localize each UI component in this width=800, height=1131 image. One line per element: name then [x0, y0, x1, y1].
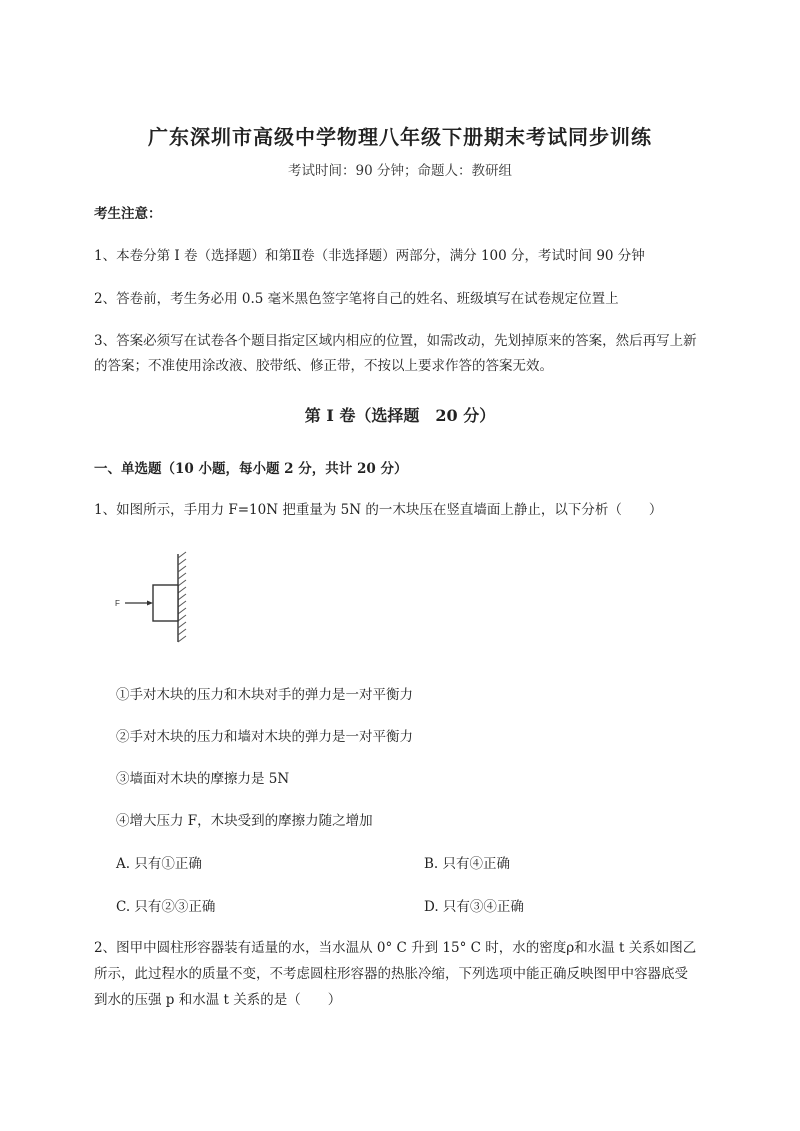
- q1-option-c[interactable]: C. 只有②③正确: [116, 899, 216, 915]
- notice-item-2: 2、答卷前，考生务必用 0.5 毫米黑色签字笔将自己的姓名、班级填写在试卷规定位置上: [94, 291, 619, 307]
- page-title: 广东深圳市高级中学物理八年级下册期末考试同步训练: [148, 125, 652, 149]
- q1-option-d[interactable]: D. 只有③④正确: [424, 899, 524, 915]
- q1-option-a[interactable]: A. 只有①正确: [116, 856, 202, 872]
- notice-item-3-cont: 的答案；不准使用涂改液、胶带纸、修正带，不按以上要求作答的答案无效。: [94, 358, 553, 374]
- force-label: F: [115, 599, 120, 608]
- wall-hatch: [178, 552, 186, 642]
- notice-item-3: 3、答案必须写在试卷各个题目指定区域内相应的位置，如需改动，先划掉原来的答案，然后再写上新: [94, 333, 697, 349]
- part-title: 一、单选题（10 小题，每小题 2 分，共计 20 分）: [94, 461, 408, 477]
- section-title: 第 I 卷（选择题 20 分）: [304, 406, 496, 425]
- q1-statement-3: ③墙面对木块的摩擦力是 5N: [116, 771, 290, 787]
- notice-heading: 考生注意：: [94, 206, 162, 222]
- wooden-block: [153, 585, 178, 621]
- q1-option-b[interactable]: B. 只有④正确: [424, 856, 511, 872]
- q1-statement-1: ①手对木块的压力和木块对手的弹力是一对平衡力: [116, 687, 413, 703]
- q2-line-3: 到水的压强 p 和水温 t 关系的是（ ）: [94, 992, 342, 1008]
- q2-line-1: 2、图甲中圆柱形容器装有适量的水，当水温从 0° C 升到 15° C 时，水的密度ρ和水温 t 关系如图乙: [94, 940, 697, 956]
- q1-statement-4: ④增大压力 F，木块受到的摩擦力随之增加: [116, 813, 373, 829]
- q1-stem: 1、如图所示，手用力 F=10N 把重量为 5N 的一木块压在竖直墙面上静止，以下分析（ ）: [94, 502, 663, 518]
- notice-item-1: 1、本卷分第 I 卷（选择题）和第Ⅱ卷（非选择题）两部分，满分 100 分，考试时间 90 分钟: [94, 248, 645, 264]
- q1-figure: [112, 548, 202, 646]
- force-arrowhead: [147, 601, 153, 606]
- exam-info: 考试时间：90 分钟；命题人：教研组: [288, 163, 512, 179]
- q2-line-2: 所示，此过程水的质量不变，不考虑圆柱形容器的热胀冷缩，下列选项中能正确反映图甲中容器底受: [94, 966, 688, 982]
- q1-statement-2: ②手对木块的压力和墙对木块的弹力是一对平衡力: [116, 729, 413, 745]
